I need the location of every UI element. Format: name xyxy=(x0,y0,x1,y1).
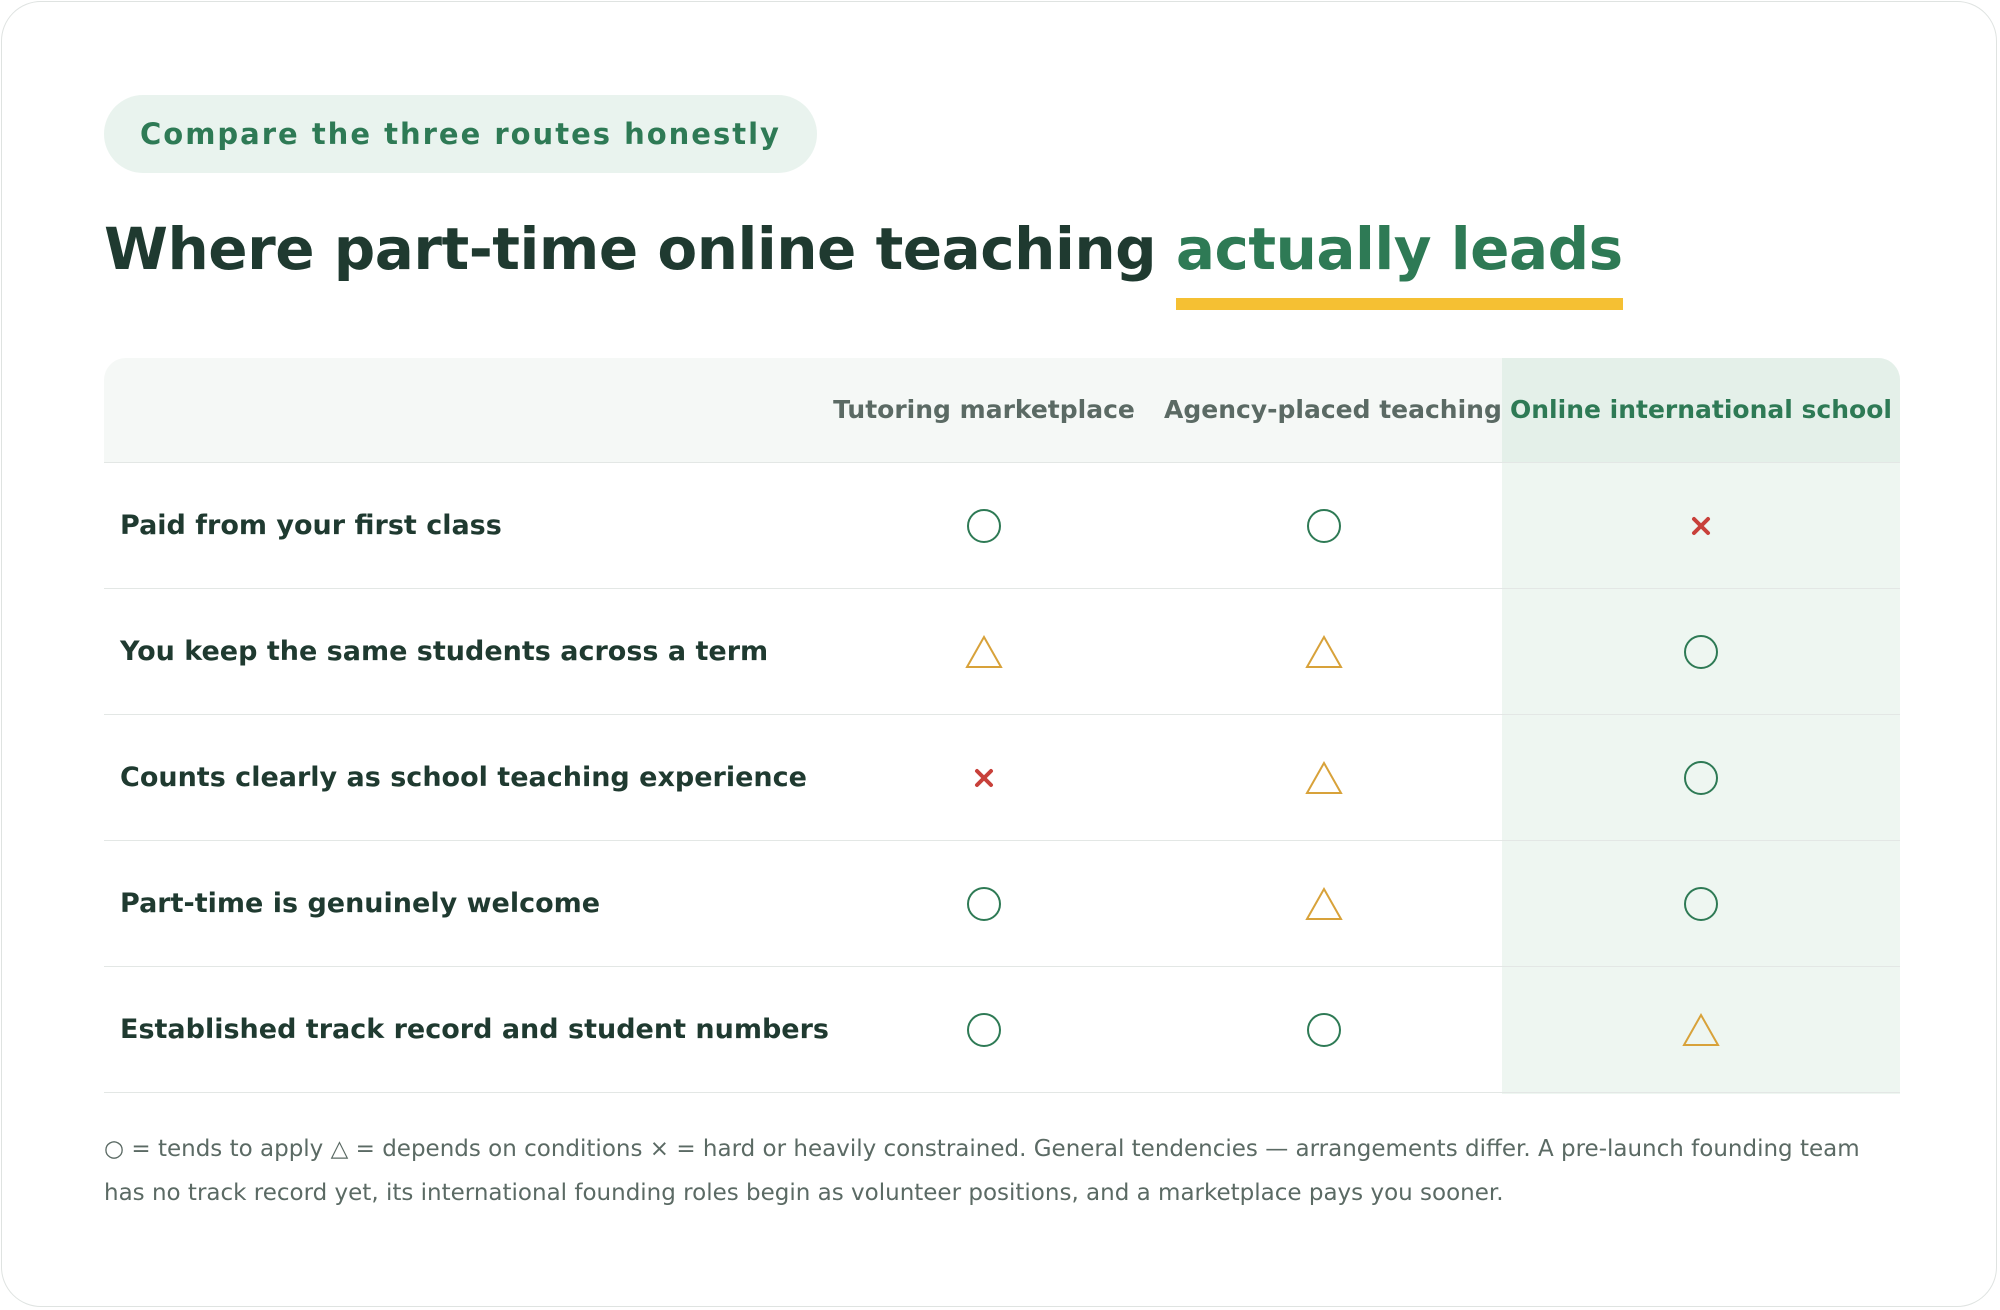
circle-icon xyxy=(924,967,1044,1092)
column-header-agency-placed-teaching: Agency-placed teaching xyxy=(1164,395,1502,424)
row-label: You keep the same students across a term xyxy=(120,636,769,667)
cross-icon xyxy=(1641,463,1761,588)
eyebrow-badge: Compare the three routes honestly xyxy=(104,95,817,173)
table-header xyxy=(104,358,1900,463)
triangle-icon xyxy=(1264,589,1384,714)
table-row xyxy=(104,967,1900,1093)
table-body xyxy=(104,463,1900,1093)
page-title xyxy=(104,208,1623,290)
cross-icon xyxy=(924,715,1044,840)
triangle-icon xyxy=(924,589,1044,714)
triangle-icon xyxy=(1264,715,1384,840)
circle-icon xyxy=(1641,589,1761,714)
column-header-online-international-school: Online international school xyxy=(1510,395,1892,424)
circle-icon xyxy=(924,463,1044,588)
circle-icon xyxy=(1264,463,1384,588)
accent-underline xyxy=(1176,298,1623,310)
row-label: Part-time is genuinely welcome xyxy=(120,888,601,919)
table-row xyxy=(104,589,1900,715)
triangle-icon xyxy=(1641,967,1761,1092)
row-label: Counts clearly as school teaching experience xyxy=(120,762,807,793)
row-label: Paid from your first class xyxy=(120,510,502,541)
column-header-tutoring-marketplace: Tutoring marketplace xyxy=(833,395,1135,424)
circle-icon xyxy=(924,841,1044,966)
circle-icon xyxy=(1641,715,1761,840)
triangle-icon xyxy=(1264,841,1384,966)
comparison-table xyxy=(104,358,1900,1093)
table-row xyxy=(104,841,1900,967)
table-row xyxy=(104,463,1900,589)
page-title-accent-text: actually leads xyxy=(1175,215,1623,283)
legend-footnote: ○ = tends to apply △ = depends on conditions × = hard or heavily constrained. General tendencies — arrangements differ. A pre-launch founding team has no track record yet, its international founding roles begin as volunteer positions, and a marketplace pays you sooner. xyxy=(104,1136,1860,1206)
comparison-card xyxy=(1,1,1997,1307)
page-title-main: Where part-time online teaching xyxy=(104,215,1176,283)
page-title-accent xyxy=(1176,208,1623,290)
circle-icon xyxy=(1264,967,1384,1092)
circle-icon xyxy=(1641,841,1761,966)
table-row xyxy=(104,715,1900,841)
row-label: Established track record and student numbers xyxy=(120,1014,829,1045)
